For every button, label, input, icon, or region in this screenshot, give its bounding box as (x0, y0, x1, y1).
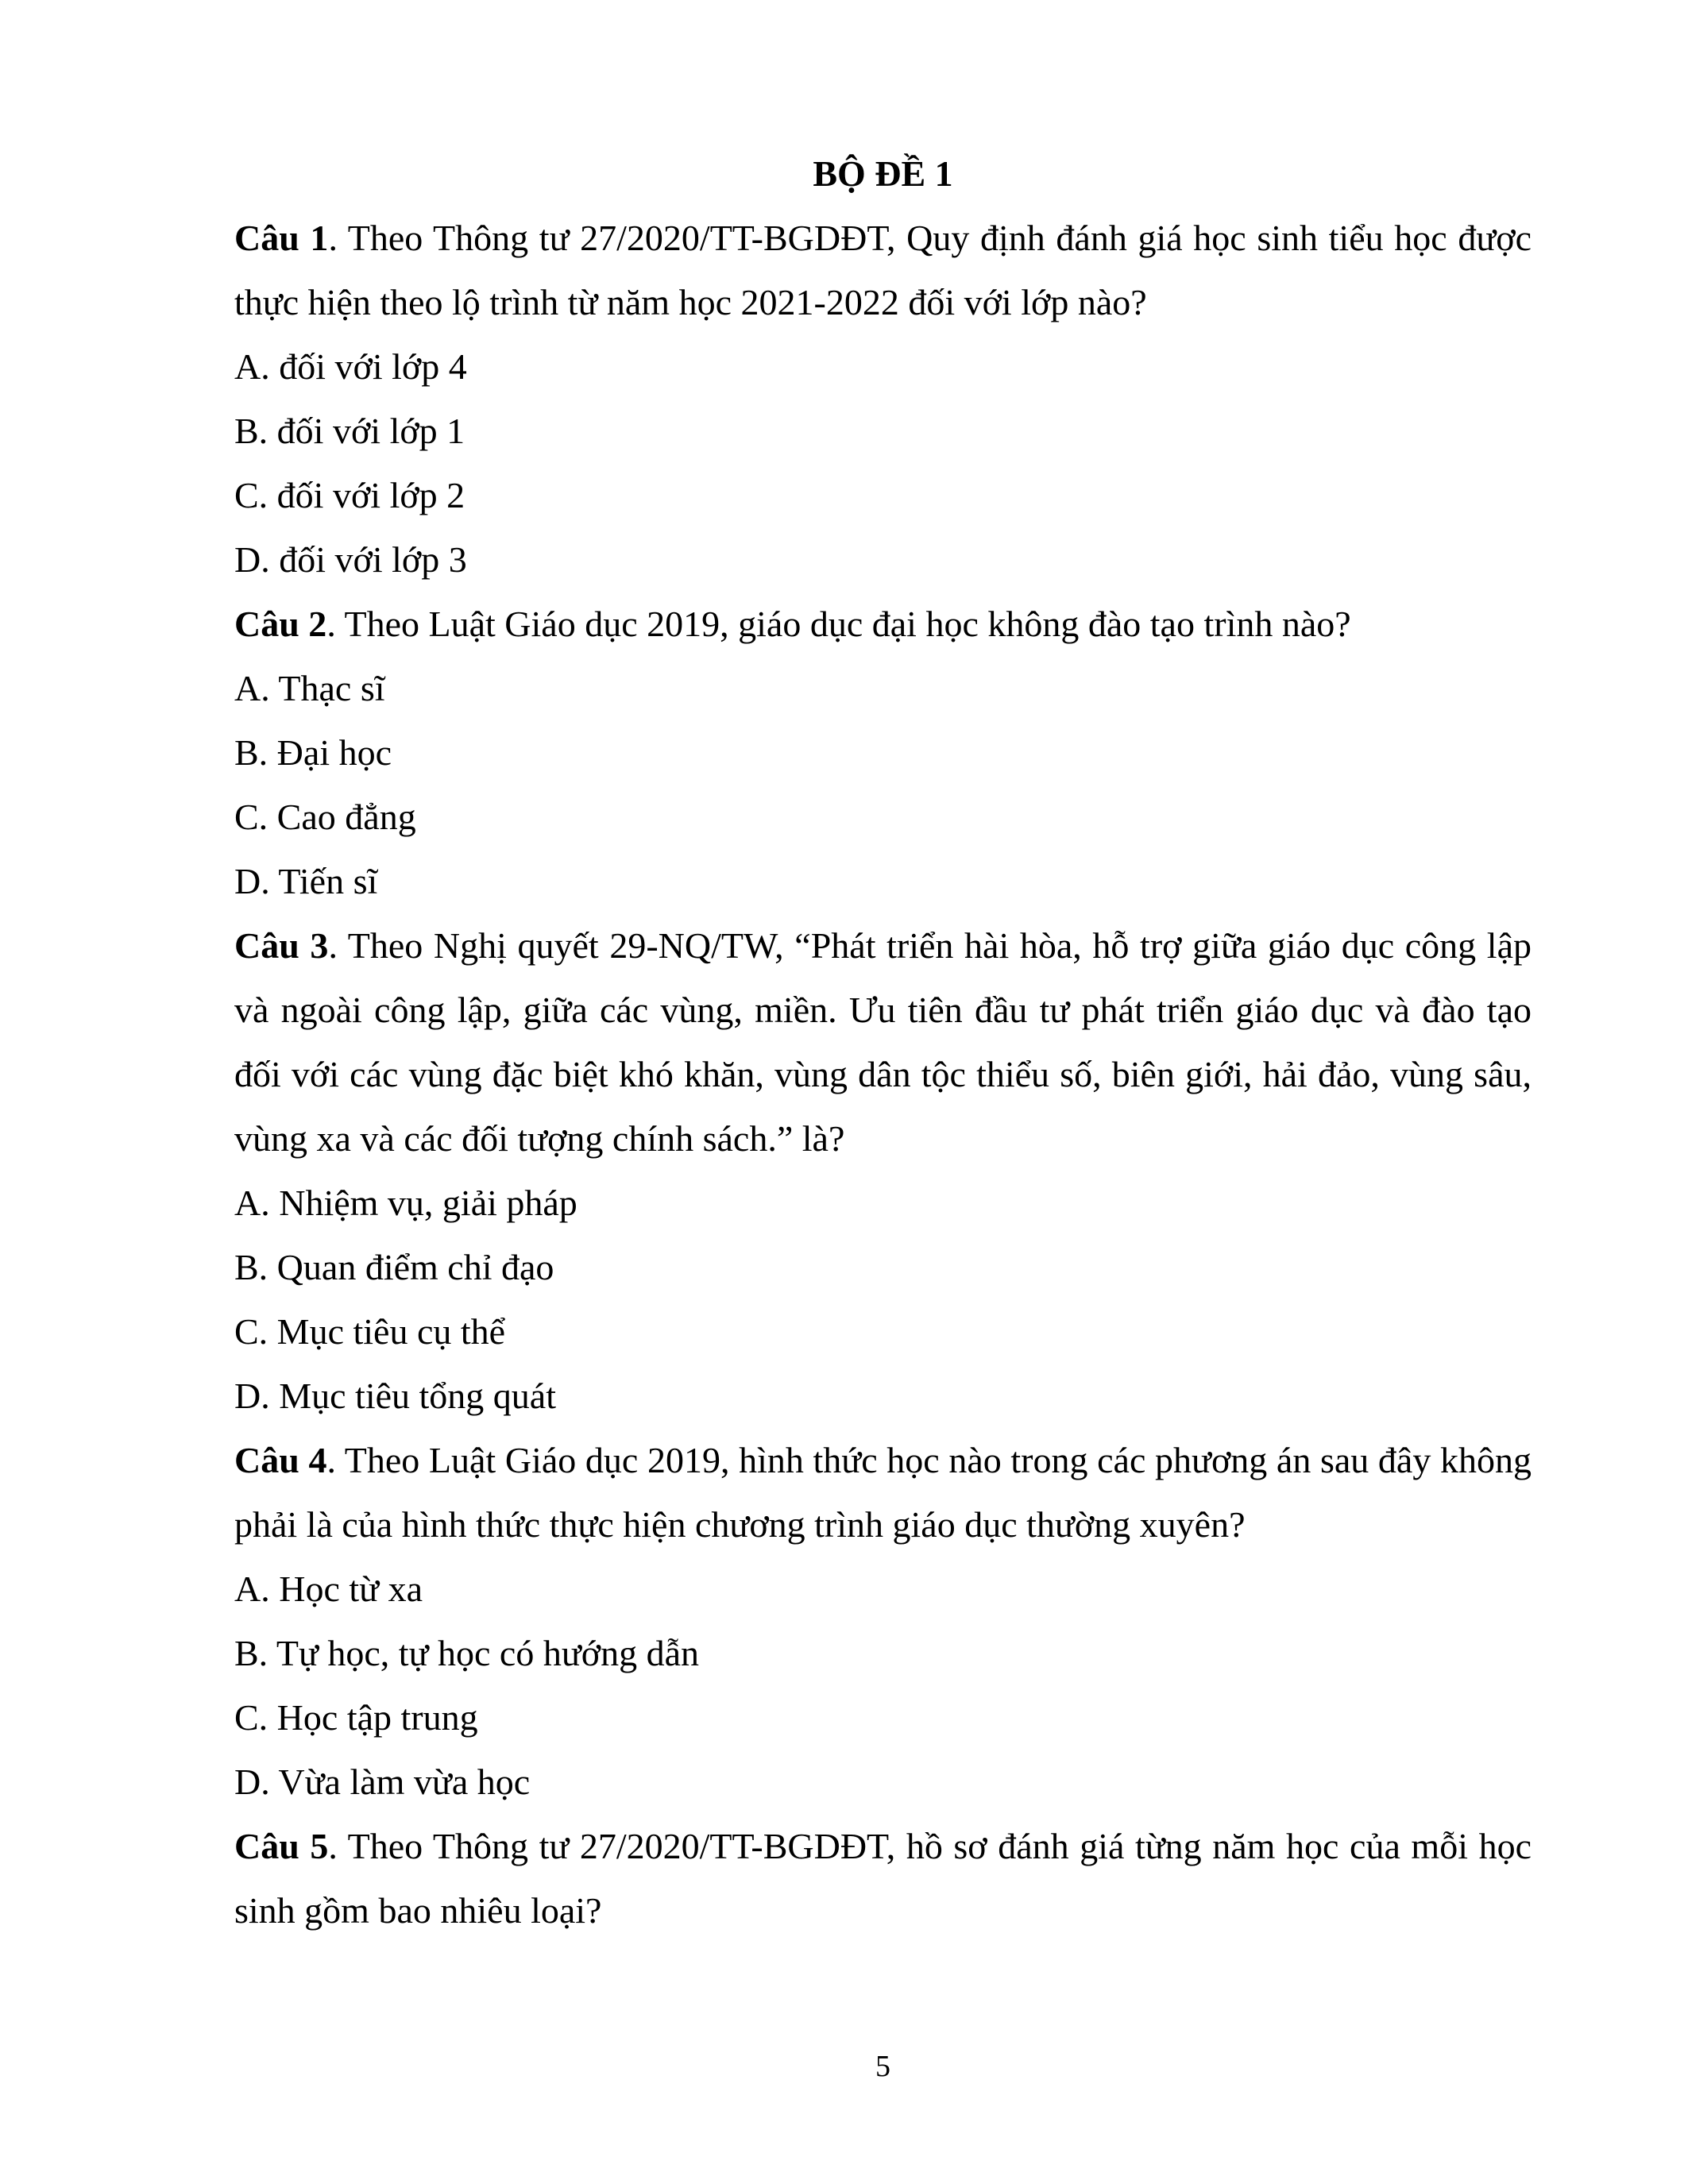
question-label: Câu 2 (234, 604, 327, 644)
page-number: 5 (875, 2050, 890, 2083)
answer-option: C. đối với lớp 2 (234, 475, 465, 515)
question-body: . Theo Luật Giáo dục 2019, giáo dục đại học không đào tạo trình nào? (326, 604, 1351, 644)
answer-option: A. Nhiệm vụ, giải pháp (234, 1183, 577, 1223)
answer-option: C. Mục tiêu cụ thể (234, 1311, 506, 1352)
answer-option: A. Học từ xa (234, 1569, 423, 1609)
doc-title: BỘ ĐỀ 1 (813, 153, 953, 194)
answer-option: C. Học tập trung (234, 1697, 478, 1738)
answer-option: B. Tự học, tự học có hướng dẫn (234, 1633, 700, 1673)
question-block (234, 206, 1532, 592)
answer-option: C. Cao đẳng (234, 797, 416, 837)
answer-option: D. đối với lớp 3 (234, 539, 467, 580)
answer-option: B. Quan điểm chỉ đạo (234, 1247, 554, 1287)
question-text (234, 1428, 1532, 1557)
answer-option: B. đối với lớp 1 (234, 411, 465, 451)
question-body: . Theo Thông tư 27/2020/TT-BGDĐT, hồ sơ đánh giá từng năm học của mỗi học sinh gồm bao nhiêu loại? (234, 1826, 1532, 1931)
question-text (234, 913, 1532, 1171)
question-label: Câu 5 (234, 1826, 329, 1866)
question-block (234, 1428, 1532, 1814)
answer-option: D. Tiến sĩ (234, 861, 378, 901)
question-block (234, 592, 1532, 913)
question-label: Câu 3 (234, 925, 329, 966)
question-body: . Theo Nghị quyết 29-NQ/TW, “Phát triển hài hòa, hỗ trợ giữa giáo dục công lập và ngoài công lập, giữa các vùng, miền. Ưu tiên đầu tư phát triển giáo dục và đào tạo đối với các vùng đặc biệt khó khăn, vùng dân tộc thiểu số, biên giới, hải đảo, vùng sâu, vùng xa và các đối tượng chính sách.” là? (234, 925, 1532, 1159)
question-label: Câu 1 (234, 218, 329, 258)
question-body: . Theo Luật Giáo dục 2019, hình thức học nào trong các phương án sau đây không phải là của hình thức thực hiện chương trình giáo dục thường xuyên? (234, 1440, 1532, 1545)
answer-option: A. Thạc sĩ (234, 668, 385, 708)
question-label: Câu 4 (234, 1440, 327, 1480)
answer-option: D. Vừa làm vừa học (234, 1761, 531, 1802)
question-block (234, 913, 1532, 1428)
answer-option: B. Đại học (234, 732, 392, 773)
question-text (234, 1814, 1532, 1943)
question-body: . Theo Thông tư 27/2020/TT-BGDĐT, Quy định đánh giá học sinh tiểu học được thực hiện theo lộ trình từ năm học 2021-2022 đối với lớp nào? (234, 218, 1532, 322)
page-content (234, 141, 1532, 1943)
question-text (234, 206, 1532, 334)
question-text (234, 592, 1532, 656)
answer-option: D. Mục tiêu tổng quát (234, 1376, 556, 1416)
question-block (234, 1814, 1532, 1943)
answer-option: A. đối với lớp 4 (234, 346, 467, 387)
